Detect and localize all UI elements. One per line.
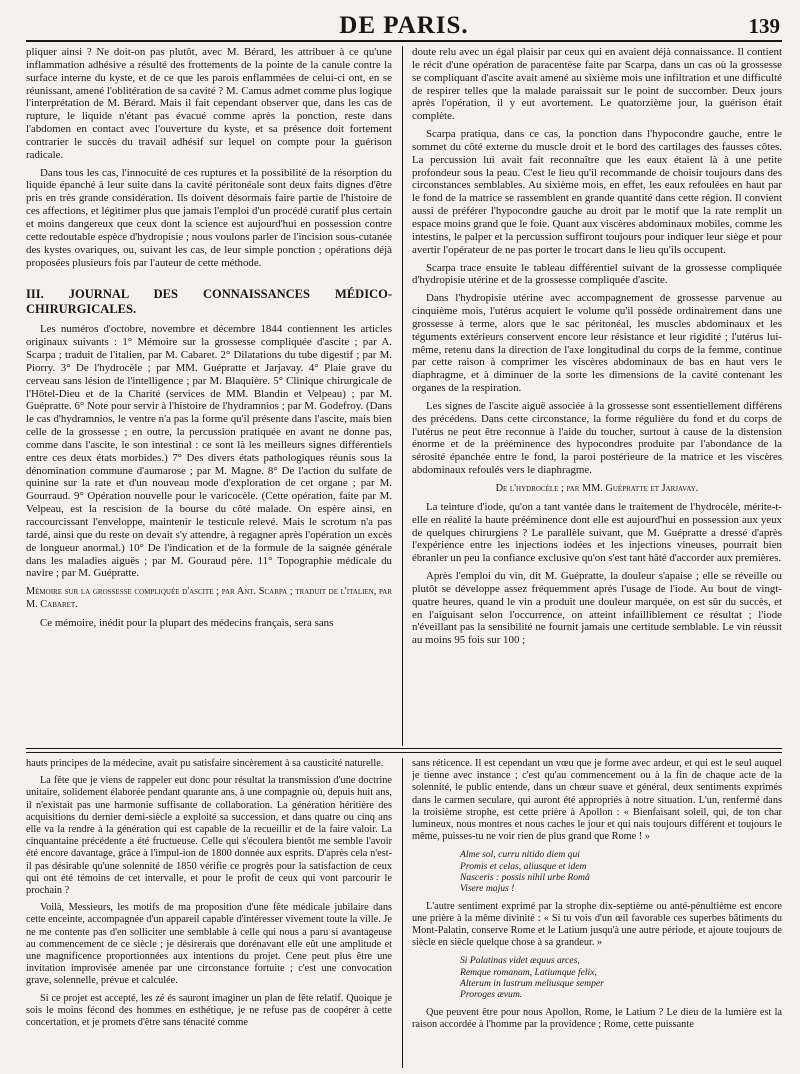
paragraph: Que peuvent être pour nous Apollon, Rome, le Latium ? Le dieu de la lumière est la raison accordée à l'homme par la providence ; Rome, cette puissante <box>412 1006 782 1030</box>
feuilleton-right-column <box>412 758 782 1068</box>
latin-verse <box>460 849 782 894</box>
verse-line: Proroges ævum. <box>460 989 523 1001</box>
verse-line: Si Palatinas videt æquus arces, <box>460 955 580 967</box>
paragraph: hauts principes de la médecine, avait pu satisfaire sincèrement à sa causticité naturelle. <box>26 758 384 769</box>
verse-line: Nasceris : possis nihil urbe Româ <box>460 872 590 884</box>
latin-verse <box>460 955 782 1000</box>
paragraph: Dans tous les cas, l'innocuité de ces ruptures et la possibilité de la résorption du liquide épanché à leur suite dans la cavité péritonéale sont deux faits dignes d'être pris en très grande considération. Ils doivent désormais faire partie de l'histoire de ces affections, et légitimer plus que jamais l'emploi d'un procédé curatif plus certain et moins dangereux que ceux dont la science est aujourd'hui en possession contre cette redoutable espèce d'hydropisie ; nous voulons parler de l'incision sous-cutanée des kystes ovariques, ou, suivant les cas, de leur simple ponction ; opérations déjà proposées plusieurs fois par l'auteur de cette méthode. <box>26 166 392 269</box>
feuilleton <box>26 758 782 1068</box>
column-rule <box>402 46 403 746</box>
paragraph: L'autre sentiment exprimé par la strophe dix-septième ou anté-pénultième est encore une prière à la même divinité : « Si tu vois d'un œil favorable ces superbes bâtiments du Mont-Palatin, conserve Rome et le Latium jusqu'à une autre période, et ajoute toujours de siècle en siècle quelque chose à sa grandeur. » <box>412 900 782 949</box>
paragraph: La fête que je viens de rappeler eut donc pour résultat la transmission d'une doctrine unitaire, solidement élaborée pendant quarante ans, à une compagnie où, depuis huit ans, il n'existait pas une harmonie suffisante de collaboration. La génération héritière des acquisitions du dernier demi-siècle a exploité sa succession, et dans quatre ou cinq ans elle va la rendre à la génération qui est capable de la recueillir et de la faire valoir. La cinquantaine précédente a été fructueuse. Celle qui s'écoulera bientôt me semble l'avoir été encore davantage, grâce à l'impul-ion de 1800 donnée aux esprits. D'après cela n'est-il pas désirable qu'une solennité de 1850 vérifie ce progrès pour la satisfaction de ceux qui ont été témoins de cet intervalle, et pour le profit de ceux qui vont parcourir le prochain ? <box>26 775 392 897</box>
paragraph: Scarpa pratiqua, dans ce cas, la ponction dans l'hypocondre gauche, entre le sommet du côté externe du muscle droit et le bord des cartilages des fausses côtes. La percussion lui avait fait reconnaître que les eaux étaient là à une petite profondeur sous la peau. C'est le lieu qu'il recommande de choisir toujours dans des circonstances semblables. Au sixième mois, en effet, les eaux refoulées en haut par le fond de la matrice se rassemblent en grande quantité dans cette région. Il convient aussi de préférer l'hypocondre gauche au droit par le motif que la rate remplit un espace moins grand que le foie. Quant aux viscères abdominaux mobiles, comme les intestins, le palper et la percussion suffiront toujours pour indiquer leur siège et pour avertir l'opérateur de ne pas porter le trocart dans le lieu qu'ils occupent. <box>412 128 782 256</box>
verse-line: Alme sol, curru nitido diem qui <box>460 849 580 861</box>
paragraph: Les numéros d'octobre, novembre et décembre 1844 contiennent les articles originaux suivants : 1° Mémoire sur la grossesse compliquée d'ascite ; par A. Scarpa ; traduit de l'italien, par M. Cabaret. 2° Dilatations du tube digestif ; par M. Piorry. 3° De l'hydrocèle ; par MM. Guépratte et Jarjavay. 4° Plaie grave du cerveau sans lésion de l'intelligence ; par M. Blaquière. 5° Clinique chirurgicale de l'Hôtel-Dieu et de la Charité (services de MM. Blandin et Velpeau) ; par M. Guépratte. 6° Note pour servir à l'histoire de l'hydramnios ; par M. Godefroy. (Dans le cas d'hydramnios, le ventre n'a pas la forme qu'il présente dans l'ascite, mais bien celle de la grossesse ; en outre, la percussion pratiquée en avant ne donne pas, comme dans l'ascite, le son intestinal : ce sont là les meilleurs signes différentiels entre ces deux états morbides.) 7° Des divers états pathologiques réunis sous la dénomination commune d'aumarose ; par M. Magne. 8° De l'action du sulfate de quinine sur la rate et d'un nouveau mode d'exploration de cet organe ; par M. Gourraud. 9° Opération nouvelle pour le varicocèle. (Cette opération, faite par M. Velpeau, est la rescision de la bourse du côté malade. On espère ainsi, en raccourcissant l'enveloppe, maintenir le testicule relevé. Mais le scrotum n'a pas tardé, ainsi que du reste on devait s'y attendre, à regagner après l'opération un excès de longueur anormal.) 10° De l'indication et de la formule de la saignée générale dans les maladies aiguës ; par M. Gouraud père. 11° Topographie médicale du navire ; par M. Guépratte. <box>26 323 392 580</box>
feuilleton-separator <box>26 748 782 753</box>
paragraph: Après l'emploi du vin, dit M. Guépratte, la douleur s'apaise ; elle se réveille ou plutôt se développe assez fréquemment après l'usage de l'iode. Au bout de vingt-quatre heures, quand le vin a produit une douleur marquée, on est sûr du succès, et en l'aiguisant selon l'occurrence, on atteint infailliblement ce résultat ; l'iode n'éveillant pas la sensibilité ne fournit jamais une certitude semblable. Le vin réussit au moins 95 fois sur 100 ; <box>412 570 782 647</box>
section-heading: III. JOURNAL DES CONNAISSANCES MÉDICO-CHIRURGICALES. <box>26 287 392 317</box>
page-title: DE PARIS. <box>339 12 469 39</box>
paragraph: doute relu avec un égal plaisir par ceux qui en avaient déjà connaissance. Il contient le récit d'une opération de paracentèse faite par Scarpa, dans un cas où la grossesse se compliquant d'ascite avait amené au sixième mois une infiltration et une difficulté de respirer telles que la malade paraissait sur le point de succomber. Deux jours après l'opération, il y eut avortement. Le quatorzième jour, la guérison était complète. <box>412 46 782 123</box>
article-subheading: De l'hydrocèle ; par MM. Guépratte et Jarjavay. <box>495 483 699 494</box>
verse-line: Visere majus ! <box>460 883 515 895</box>
column-rule <box>402 758 403 1068</box>
paragraph: La teinture d'iode, qu'on a tant vantée dans le traitement de l'hydrocèle, mérite-t-elle en réalité la haute prééminence dont elle est aujourd'hui en possession aux yeux de quelques chirurgiens ? Le parallèle suivant, que M. Guépratte a dressé d'après l'expérience entre les injections iodées et les injections vineuses, pourrait bien ébranler un peu la confiance exclusive qu'on s'est tant hâté d'accorder aux premières. <box>412 500 782 565</box>
verse-line: Promis et celas, aliusque et idem <box>460 860 587 872</box>
verse-line: Alterum in lustrum meliusque semper <box>460 978 604 990</box>
paragraph: Ce mémoire, inédit pour la plupart des médecins français, sera sans <box>40 616 334 629</box>
paragraph: Dans l'hydropisie utérine avec accompagnement de grossesse parvenue au cinquième mois, l'utérus acquiert le volume qu'il possède ordinairement dans une grossesse à terme, alors que le sac péritonéal, les muscles abdominaux et les téguments extérieurs conservent encore leur résistance et leur rigidité ; l'utérus lui-même, retenu dans la direction de l'axe longitudinal du corps de la femme, continue par cette raison à comprimer les viscères abdominaux de bas en haut vers le diaphragme, et à diminuer de la sorte les dimensions de la cavité contenant les organes de la respiration. <box>412 292 782 395</box>
paragraph: Les signes de l'ascite aiguë associée à la grossesse sont essentiellement différens des précédens. Dans cette circonstance, la forme régulière du fond et du corps de l'utérus ne peut être reconnue à l'aide du toucher, surtout à cause de la distension énorme et de la prééminence des hypocondres produite par l'abondance de la sérosité épanchée entre le fond, la paroi postérieure de la matrice et les viscères abdominaux refoulés vers le diaphragme. <box>412 399 782 477</box>
paragraph: Si ce projet est accepté, les zé és sauront imaginer un plan de fête relatif. Quoique je sois le moins fécond des hommes en esthétique, je ne refuse pas de coopérer à cette concertation, et je promets d'être sans ténacité comme <box>26 992 392 1029</box>
paragraph: Scarpa trace ensuite le tableau différentiel suivant de la grossesse compliquée d'hydropisie utérine et de la grossesse compliquée d'ascite. <box>412 261 782 287</box>
paragraph: sans réticence. Il est cependant un vœu que je forme avec ardeur, et qui est le seul auquel je tienne avec instance ; c'est qu'au commencement ou à la fin de chaque acte de la solennité, le public entende, dans un chœur suave et général, deux sentiments exprimés dans le carmen seculare, qui auront été appropriés à notre situation. L'un, renfermé dans la troisième strophe, est cette prière à Apollon : « Bienfaisant soleil, qui, de ton char lumineux, nous montres et nous caches le jour et qui nais toujours différent et toujours le même, puisses-tu ne voir rien de plus grand que Rome ! » <box>412 758 782 843</box>
newspaper-page <box>26 10 782 1068</box>
paragraph: Voilà, Messieurs, les motifs de ma proposition d'une fête médicale jubilaire dans cette enceinte, accompagnée d'un appareil capable d'intéresser vivement toute la ville. Je ne me contente pas d'en solliciter une semblable à celle qui nous a paru si avantageuse au commencement de ce siècle ; je désirerais que dorénavant elle eût une amplitude et une magnificence proportionnées aux intentions du projet. Cene peut plus être une invitation improvisée amenée par une circonstance fortuite ; c'est une convocation grave, solennelle, prévue et calculée. <box>26 902 392 987</box>
right-column <box>412 46 782 746</box>
paragraph: pliquer ainsi ? Ne doit-on pas plutôt, avec M. Bérard, les attribuer à ce qu'une inflammation adhésive a résulté des frottements de la pointe de la canule contre la surface interne du kyste, et de ce que les parois enflammées de celui-ci ont, en se réunissant, amené l'oblitération de sa cavité ? M. Camus admet comme plus logique l'interprétation de M. Bérard. Mais il fait cependant observer que, dans les cas de rupture, le liquide n'étant pas évacué comme après la ponction, reste dans l'abdomen en contact avec l'ouverture du kyste, et sa présence doit fortement contrarier le succès du travail adhésif sur lequel on compte pour la guérison radicale. <box>26 46 392 161</box>
main-columns <box>26 46 782 746</box>
left-column <box>26 46 392 746</box>
running-head <box>26 10 782 42</box>
feuilleton-left-column <box>26 758 392 1068</box>
verse-line: Remque romanam, Latiumque felix, <box>460 966 597 978</box>
article-subheading: Mémoire sur la grossesse compliquée d'ascite ; par Ant. Scarpa ; traduit de l'italien, par M. Cabaret. <box>26 586 392 611</box>
page-number: 139 <box>748 14 780 38</box>
